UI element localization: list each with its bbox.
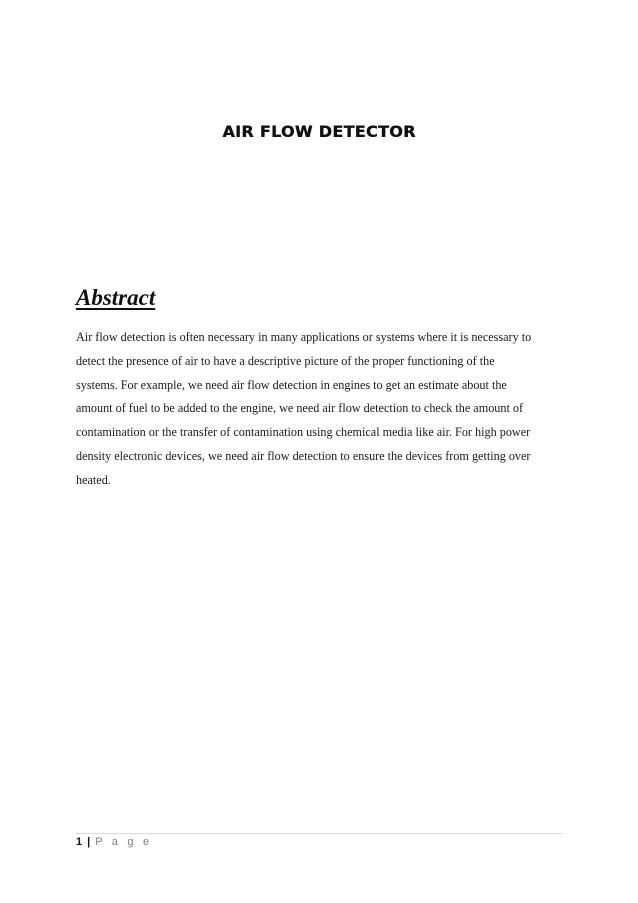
abstract-line: density electronic devices, we need air flow detection to ensure the devices from getting over xyxy=(76,448,531,463)
document-title: AIR FLOW DETECTOR xyxy=(222,122,416,141)
abstract-heading: Abstract xyxy=(76,285,156,310)
abstract-line: amount of fuel to be added to the engine, we need air flow detection to check the amount of xyxy=(76,401,524,416)
abstract-line: Air flow detection is often necessary in many applications or systems where it is necessary to xyxy=(76,330,532,344)
page-footer xyxy=(76,836,152,848)
footer-separator: | xyxy=(87,836,91,848)
abstract-line: systems. For example, we need air flow detection in engines to get an estimate about the xyxy=(76,377,507,392)
page-number: 1 xyxy=(76,836,83,848)
footer-divider xyxy=(76,833,563,834)
abstract-line: heated. xyxy=(76,472,111,487)
abstract-paragraph xyxy=(76,326,566,493)
abstract-line: detect the presence of air to have a descriptive picture of the proper functioning of the xyxy=(76,353,495,368)
page-label: P a g e xyxy=(95,836,153,848)
abstract-line: contamination or the transfer of contamination using chemical media like air. For high power xyxy=(76,425,531,440)
